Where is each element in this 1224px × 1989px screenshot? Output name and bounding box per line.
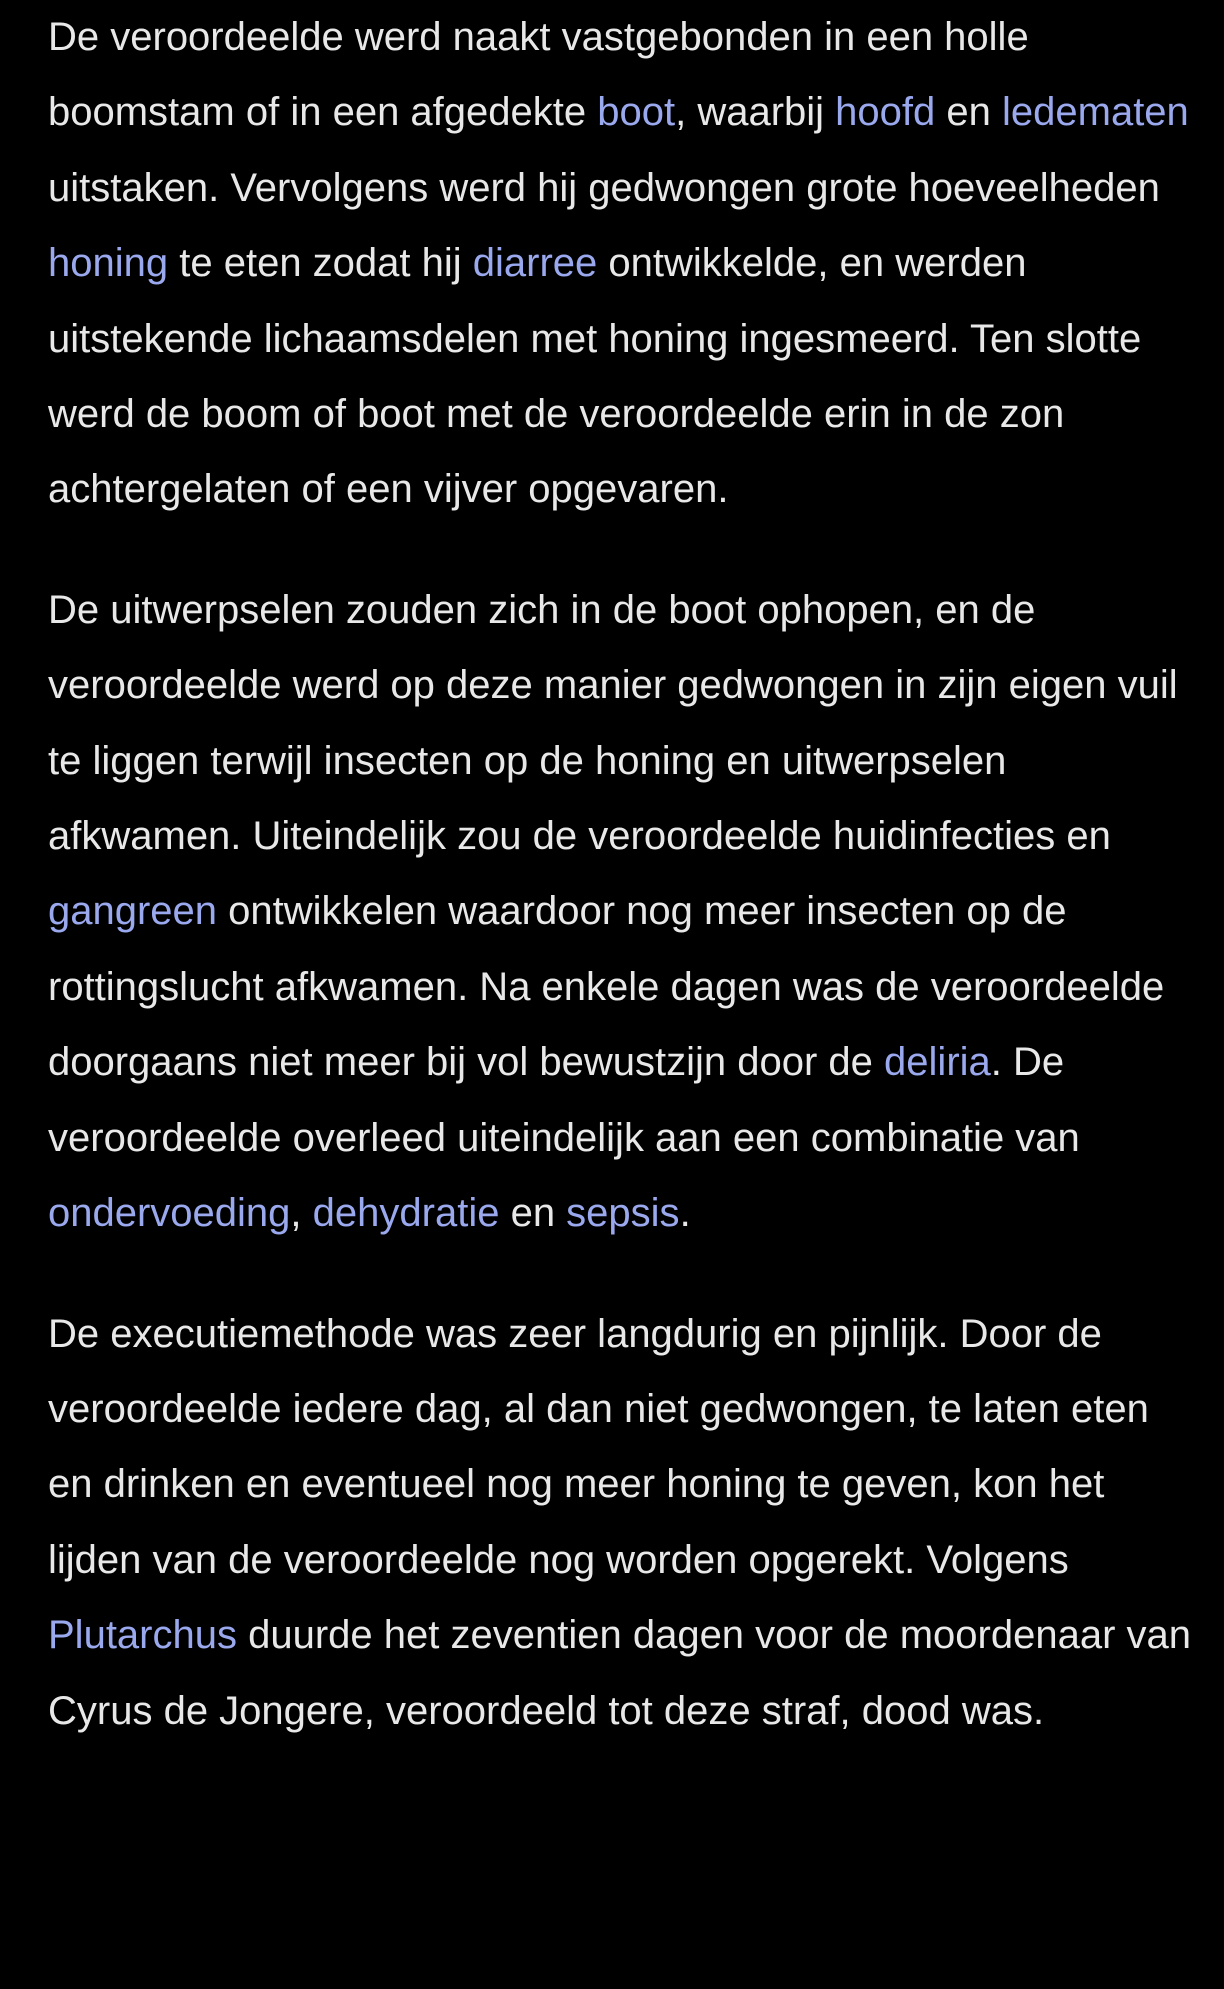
- text-segment: ,: [290, 1191, 313, 1236]
- link-plutarchus[interactable]: Plutarchus: [48, 1613, 237, 1658]
- text-segment: ontwikkelde, en werden uitstekende lichaamsdelen met honing ingesmeerd. Ten slotte werd de boom of boot met de veroordeelde erin in de zon achtergelaten of een vijver opgevaren.: [48, 241, 1142, 512]
- text-segment: uitstaken. Vervolgens werd hij gedwongen grote hoeveelheden: [48, 165, 1160, 210]
- link-hoofd[interactable]: hoofd: [835, 90, 936, 135]
- paragraph-1: [48, 0, 1198, 528]
- link-sepsis[interactable]: sepsis: [566, 1191, 680, 1236]
- link-ledematen[interactable]: ledematen: [1002, 90, 1189, 135]
- link-boot[interactable]: boot: [597, 90, 676, 135]
- text-segment: duurde het zeventien dagen voor de moordenaar van Cyrus de Jongere, veroordeeld tot deze straf, dood was.: [48, 1613, 1191, 1733]
- text-segment: De veroordeelde werd naakt vastgebonden in een holle boomstam of in een afgedekte: [48, 15, 1029, 135]
- link-ondervoeding[interactable]: ondervoeding: [48, 1191, 291, 1236]
- link-dehydratie[interactable]: dehydratie: [312, 1191, 500, 1236]
- text-segment: De uitwerpselen zouden zich in de boot ophopen, en de veroordeelde werd op deze manier gedwongen in zijn eigen vuil te liggen terwijl insecten op de honing en uitwerpselen afkwamen. Uiteindelijk zou de veroordeelde huidinfecties en: [48, 587, 1178, 859]
- text-segment: te eten zodat hij: [168, 241, 473, 286]
- text-segment: . De veroordeelde overleed uiteindelijk aan een combinatie van: [48, 1040, 1080, 1160]
- text-segment: ontwikkelen waardoor nog meer insecten op de rottingslucht afkwamen. Na enkele dagen was de veroordeelde doorgaans niet meer bij vol bewustzijn door de: [48, 889, 1165, 1085]
- link-diarree[interactable]: diarree: [472, 241, 598, 286]
- text-segment: .: [679, 1191, 691, 1236]
- link-gangreen[interactable]: gangreen: [48, 889, 218, 934]
- paragraph-3: [48, 1297, 1198, 1749]
- paragraph-2: [48, 573, 1198, 1252]
- text-segment: en: [499, 1191, 567, 1236]
- text-segment: De executiemethode was zeer langdurig en pijnlijk. Door de veroordeelde iedere dag, al dan niet gedwongen, te laten eten en drinken en eventueel nog meer honing te geven, kon het lijden van de veroordeelde nog worden opgerekt. Volgens: [48, 1311, 1149, 1582]
- link-deliria[interactable]: deliria: [884, 1040, 991, 1085]
- link-honing[interactable]: honing: [48, 241, 169, 286]
- text-segment: , waarbij: [675, 90, 836, 135]
- article-body: [48, 0, 1198, 1749]
- text-segment: en: [935, 90, 1002, 135]
